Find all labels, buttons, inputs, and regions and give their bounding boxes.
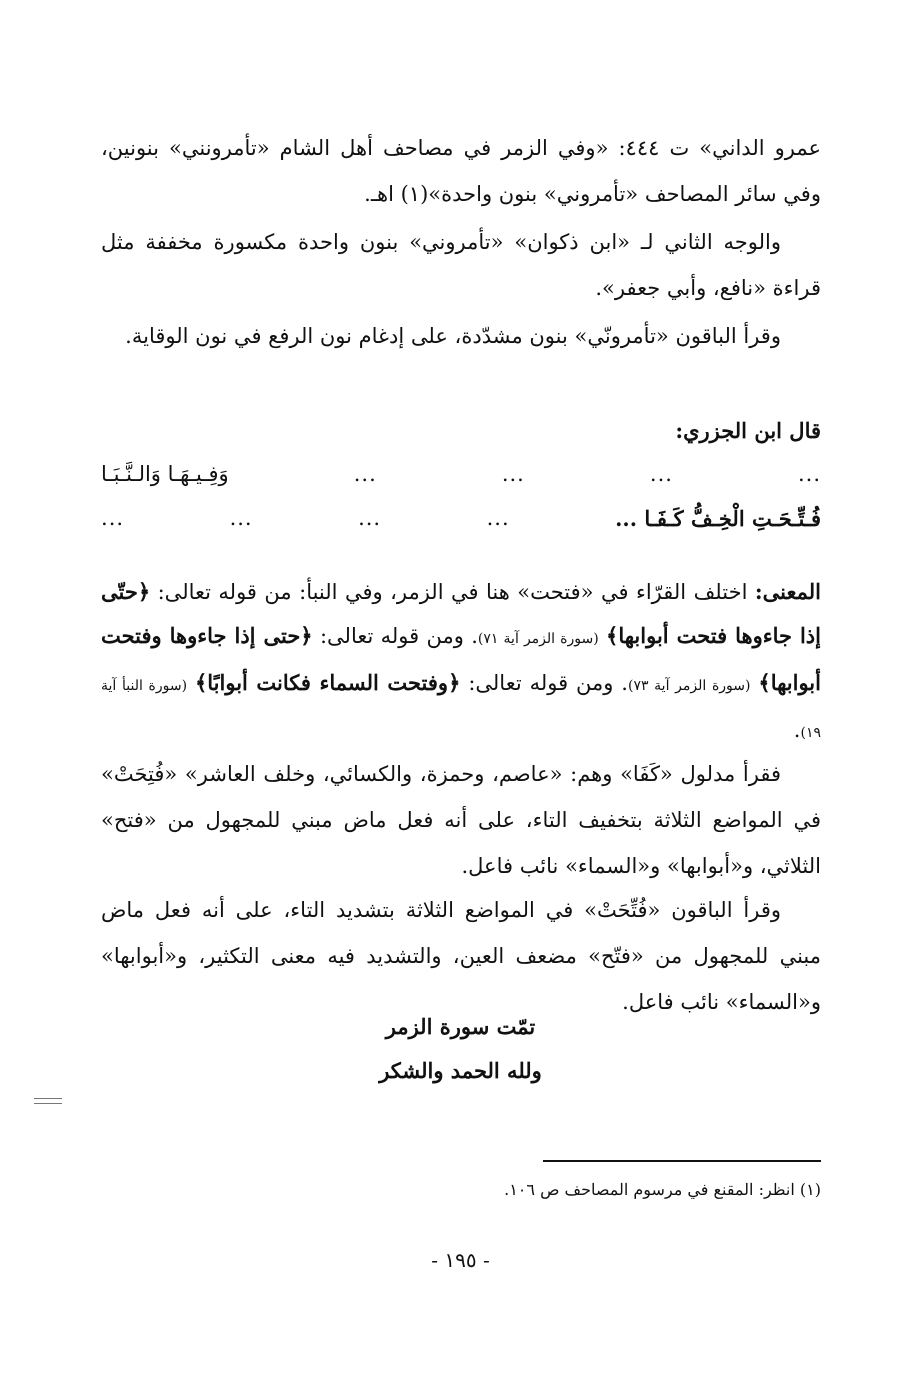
- meaning-connector: . ومن قوله تعالى:: [319, 624, 478, 648]
- footnote-divider: [543, 1160, 821, 1162]
- paragraph-dani-quote: عمرو الداني» ت ٤٤٤: «وفي الزمر في مصاحف أهل الشام «تأمرونني» بنونين، وفي سائر المصاحف «تأمروني» بنون واحدة»(١) اهـ.: [101, 136, 821, 206]
- meaning-end: .: [793, 718, 801, 742]
- verse-segment: وَفِـيـهَـا وَالـنَّـبَـا: [101, 462, 229, 486]
- margin-mark: [34, 1098, 62, 1108]
- closing-line-1: تمّت سورة الزمر: [385, 1014, 536, 1039]
- meaning-paragraph: [101, 570, 821, 755]
- meaning-label: المعنى:: [754, 579, 821, 604]
- verse-segment: ...: [358, 506, 382, 530]
- verse-line-1: [101, 462, 821, 486]
- paragraph-kafa-readers: فقرأ مدلول «كَفَا» وهم: «عاصم، وحمزة، والكسائي، وخلف العاشر» «فُتِحَتْ» في المواضع الثلاثة بتخفيف التاء، على أنه فعل ماض مبني للمجهول من «فتح» الثلاثي، و«أبوابها» و«السماء» نائب فاعل.: [101, 762, 821, 878]
- quran-reference: (سورة النبأ آية ١٩): [101, 678, 821, 741]
- verse-segment: فُـتِّـحَـتِ الْخِـفُّ كَـفَـا ...: [615, 506, 821, 531]
- verse-segment: ...: [101, 506, 125, 530]
- section-heading: قال ابن الجزري:: [675, 418, 821, 443]
- quran-quote: ﴿حتى إذا جاءوها وفتحت أبوابها﴾: [101, 623, 821, 695]
- paragraph-second-reading: والوجه الثاني لـ «ابن ذكوان» «تأمروني» بنون واحدة مكسورة مخففة مثل قراءة «نافع، وأبي جعفر».: [101, 230, 821, 300]
- closing-line-2: ولله الحمد والشكر: [379, 1058, 542, 1083]
- verse-segment: ...: [501, 462, 525, 486]
- page-number: - ١٩٥ -: [431, 1248, 490, 1272]
- verse-segment: ...: [486, 506, 510, 530]
- footnote: (١) انظر: المقنع في مرسوم المصاحف ص ١٠٦.: [504, 1180, 821, 1199]
- meaning-intro: اختلف القرّاء في «فتحت» هنا في الزمر، وفي النبأ: من قوله تعالى:: [157, 580, 748, 604]
- quran-quote: ﴿وفتحت السماء فكانت أبوابًا﴾: [194, 670, 461, 695]
- paragraph-other-readers: وقرأ الباقون «فُتِّحَتْ» في المواضع الثلاثة بتشديد التاء، على أنه فعل ماض مبني للمجهول من «فتّح» مضعف العين، والتشديد فيه معنى التكثير، و«أبوابها» و«السماء» نائب فاعل.: [101, 898, 821, 1014]
- verse-line-2: [101, 506, 821, 531]
- verse-segment: ...: [229, 506, 253, 530]
- paragraph-remaining-readers: وقرأ الباقون «تأمرونّي» بنون مشدّدة، على إدغام نون الرفع في نون الوقاية.: [125, 324, 781, 348]
- verse-segment: ...: [353, 462, 377, 486]
- verse-segment: ...: [649, 462, 673, 486]
- quran-reference: (سورة الزمر آية ٧١): [477, 631, 599, 647]
- quran-quote: ﴿حتّى إذا جاءوها فتحت أبوابها﴾: [101, 579, 821, 648]
- quran-reference: (سورة الزمر آية ٧٣): [627, 678, 751, 694]
- meaning-connector: . ومن قوله تعالى:: [468, 671, 628, 695]
- verse-segment: ...: [797, 462, 821, 486]
